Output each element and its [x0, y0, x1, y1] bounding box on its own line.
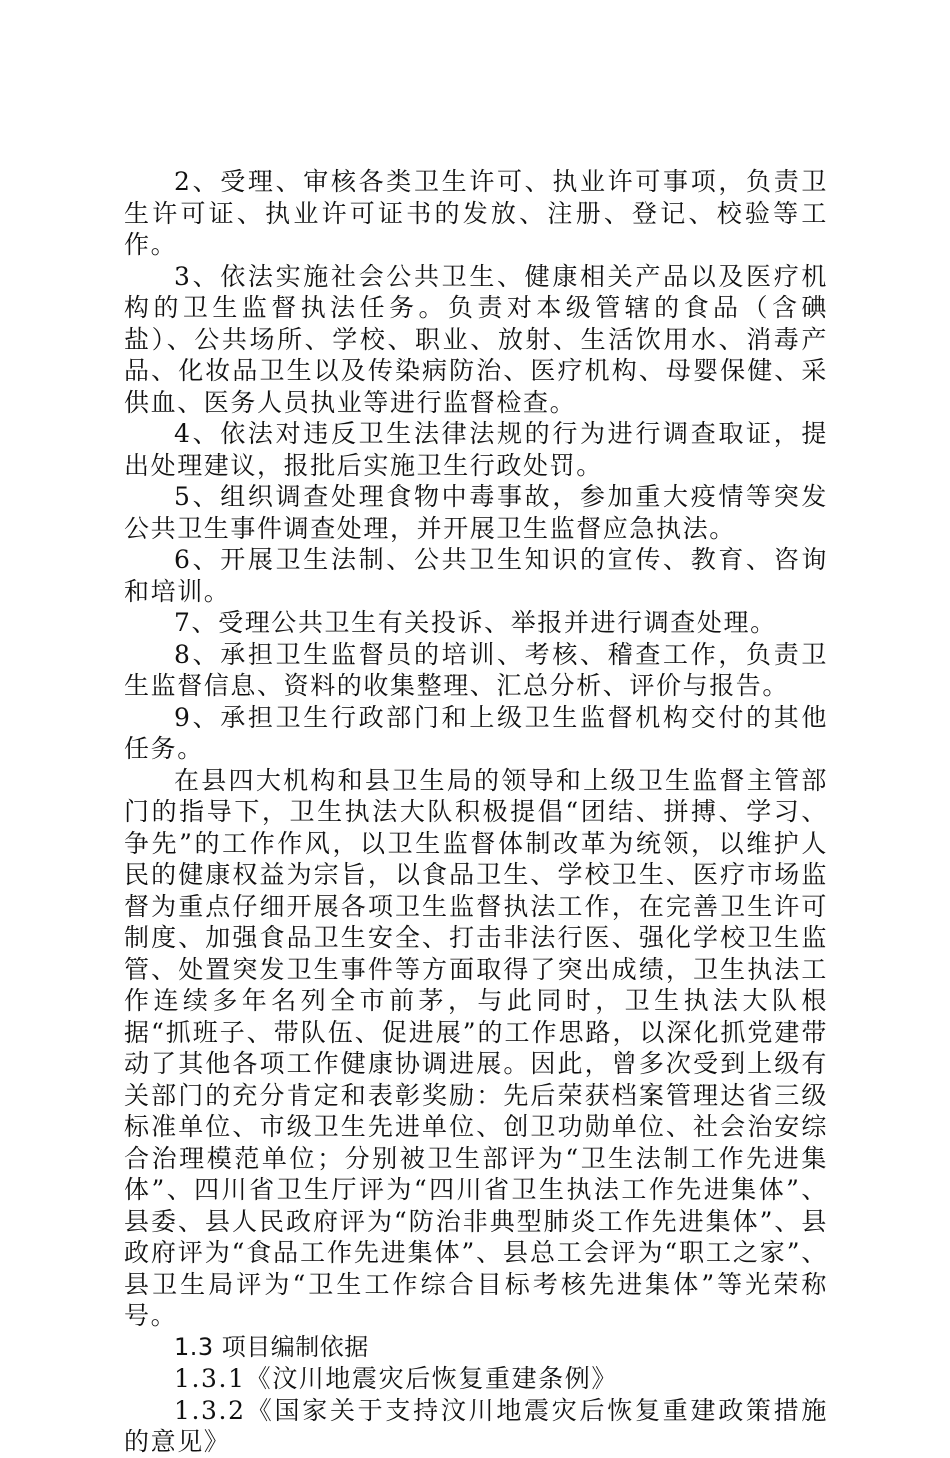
summary-paragraph: 在县四大机构和县卫生局的领导和上级卫生监督主管部门的指导下，卫生执法大队积极提倡“团结、拼搏、学习、争先”的工作作风，以卫生监督体制改革为统领，以维护人民的健康权益为宗旨，以食品卫生、学校卫生、医疗市场监督为重点仔细开展各项卫生监督执法工作，在完善卫生许可制度、加强食品卫生安全、打击非法行医、强化学校卫生监管、处置突发卫生事件等方面取得了突出成绩，卫生执法工作连续多年名列全市前茅，与此同时，卫生执法大队根据“抓班子、带队伍、促进展”的工作思路，以深化抓党建带动了其他各项工作健康协调进展。因此，曾多次受到上级有关部门的充分肯定和表彰奖励：先后荣获档案管理达省三级标准单位、市级卫生先进单位、创卫功勋单位、社会治安综合治理模范单位；分别被卫生部评为“卫生法制工作先进集体”、四川省卫生厅评为“四川省卫生执法工作先进集体”、县委、县人民政府评为“防治非典型肺炎工作先进集体”、县政府评为“食品工作先进集体”、县总工会评为“职工之家”、县卫生局评为“卫生工作综合目标考核先进集体”等光荣称号。: [124, 765, 828, 1330]
paragraph-item-9: 9、承担卫生行政部门和上级卫生监督机构交付的其他任务。: [124, 702, 828, 763]
paragraph-item-4: 4、依法对违反卫生法律法规的行为进行调查取证，提出处理建议，报批后实施卫生行政处罚。: [124, 419, 828, 480]
paragraph-item-3: 3、依法实施社会公共卫生、健康相关产品以及医疗机构的卫生监督执法任务。负责对本级管辖的食品（含碘盐）、公共场所、学校、职业、放射、生活饮用水、消毒产品、化妆品卫生以及传染病防治、医疗机构、母婴保健、采供血、医务人员执业等进行监督检查。: [124, 261, 828, 417]
paragraph-item-8: 8、承担卫生监督员的培训、考核、稽查工作，负责卫生监督信息、资料的收集整理、汇总分析、评价与报告。: [124, 639, 828, 700]
paragraph-item-7: 7、受理公共卫生有关投诉、举报并进行调查处理。: [174, 608, 777, 637]
reference-item-1: 1.3.1《汶川地震灾后恢复重建条例》: [174, 1364, 619, 1393]
paragraph-item-2: 2、受理、审核各类卫生许可、执业许可事项，负责卫生许可证、执业许可证书的发放、注册、登记、校验等工作。: [124, 167, 828, 259]
section-heading: 1.3 项目编制依据: [174, 1332, 369, 1361]
document-body: [124, 166, 828, 1458]
paragraph-item-6: 6、开展卫生法制、公共卫生知识的宣传、教育、咨询和培训。: [124, 545, 828, 606]
reference-item-2: 1.3.2《国家关于支持汶川地震灾后恢复重建政策措施的意见》: [124, 1395, 828, 1456]
paragraph-item-5: 5、组织调查处理食物中毒事故，参加重大疫情等突发公共卫生事件调查处理，并开展卫生监督应急执法。: [124, 482, 828, 543]
